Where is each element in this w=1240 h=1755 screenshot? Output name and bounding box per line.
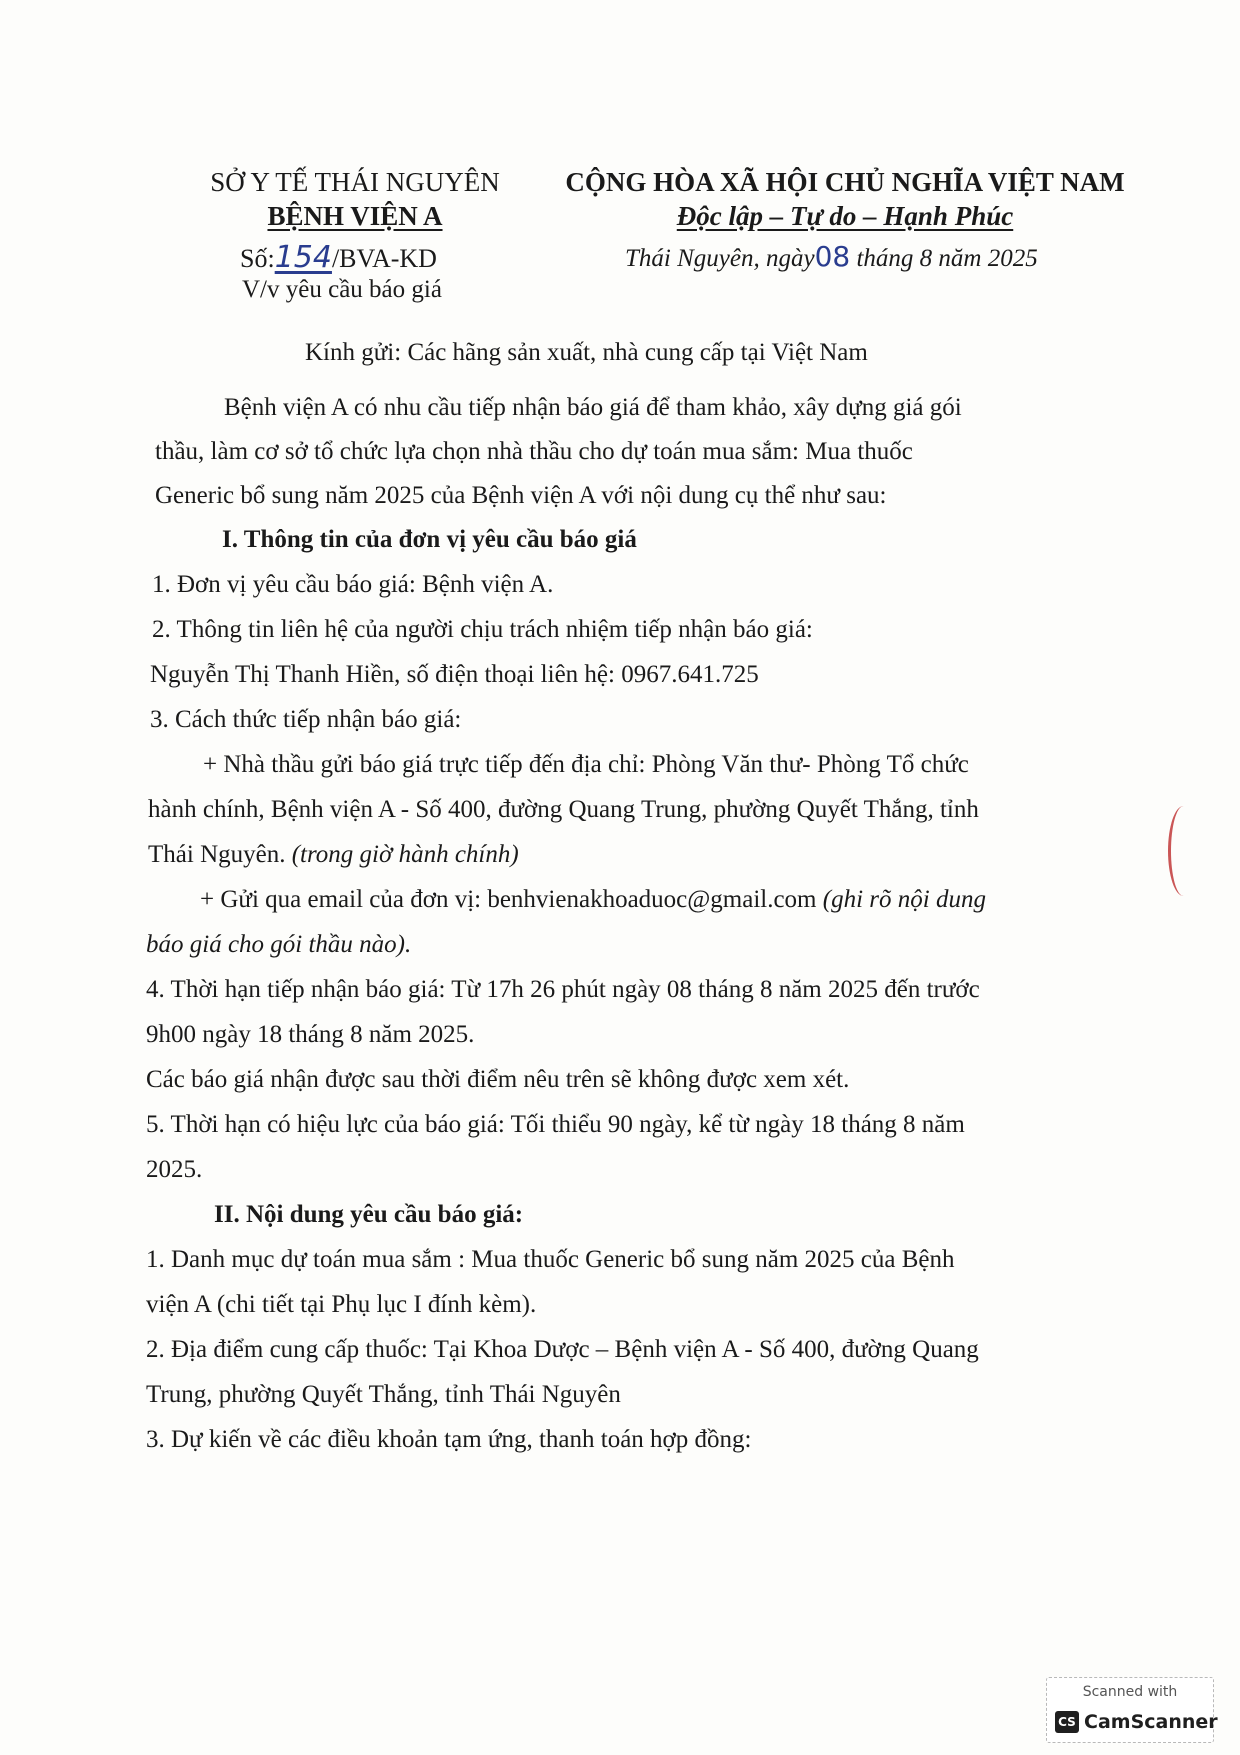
section-1-heading: I. Thông tin của đơn vị yêu cầu báo giá — [222, 526, 637, 553]
section-1-item: Các báo giá nhận được sau thời điểm nêu trên sẽ không được xem xét. — [146, 1066, 850, 1093]
email-note: (ghi rõ nội dung — [822, 886, 986, 913]
handwritten-day: 08 — [814, 240, 851, 273]
section-1-item — [200, 885, 986, 915]
section-1-item: 4. Thời hạn tiếp nhận báo giá: Từ 17h 26 phút ngày 08 tháng 8 năm 2025 đến trước — [146, 976, 980, 1003]
document-date — [625, 240, 1038, 273]
intro-line: thầu, làm cơ sở tổ chức lựa chọn nhà thầu cho dự toán mua sắm: Mua thuốc — [155, 438, 913, 465]
republic-name: CỘNG HÒA XÃ HỘI CHỦ NGHĨA VIỆT NAM — [565, 167, 1125, 197]
section-1-item: hành chính, Bệnh viện A - Số 400, đường Quang Trung, phường Quyết Thắng, tỉnh — [148, 796, 979, 823]
intro-line: Generic bổ sung năm 2025 của Bệnh viện A với nội dung cụ thể như sau: — [155, 482, 887, 509]
section-1-item: 2025. — [146, 1156, 203, 1183]
office-hours-note: (trong giờ hành chính) — [291, 841, 519, 868]
section-1-item: Nguyễn Thị Thanh Hiền, số điện thoại liên hệ: 0967.641.725 — [150, 661, 759, 688]
national-motto: Độc lập – Tự do – Hạnh Phúc — [676, 201, 1014, 231]
date-prefix: Thái Nguyên, ngày — [625, 245, 815, 272]
section-2-item: Trung, phường Quyết Thắng, tỉnh Thái Nguyên — [146, 1381, 621, 1408]
section-1-item: 3. Cách thức tiếp nhận báo giá: — [150, 706, 462, 733]
number-suffix: /BVA-KD — [331, 244, 437, 273]
hospital-name: BỆNH VIỆN A — [267, 201, 443, 231]
section-1-item: 2. Thông tin liên hệ của người chịu trách nhiệm tiếp nhận báo giá: — [152, 616, 813, 643]
email-note-continued: báo giá cho gói thầu nào). — [146, 931, 412, 958]
date-suffix: tháng 8 năm 2025 — [856, 245, 1038, 272]
section-1-item — [148, 840, 519, 870]
badge-caption: Scanned with — [1082, 1684, 1178, 1700]
badge-brand: CamScanner — [1084, 1711, 1218, 1733]
salutation: Kính gửi: Các hãng sản xuất, nhà cung cấp tại Việt Nam — [305, 339, 868, 366]
section-2-item: 2. Địa điểm cung cấp thuốc: Tại Khoa Dược – Bệnh viện A - Số 400, đường Quang — [146, 1336, 979, 1363]
section-1-item: 9h00 ngày 18 tháng 8 năm 2025. — [146, 1021, 475, 1048]
intro-line: Bệnh viện A có nhu cầu tiếp nhận báo giá để tham khảo, xây dựng giá gói — [224, 394, 962, 421]
email-line: + Gửi qua email của đơn vị: benhvienakhoaduoc@gmail.com — [200, 886, 817, 913]
camscanner-logo-icon: CS — [1055, 1711, 1079, 1733]
section-2-item: 3. Dự kiến về các điều khoản tạm ứng, thanh toán hợp đồng: — [146, 1426, 752, 1453]
issuer-block — [190, 165, 520, 233]
document-number — [240, 240, 437, 275]
handwritten-number: 154 — [274, 240, 332, 275]
stamp-fragment — [1168, 806, 1199, 896]
section-2-item: 1. Danh mục dự toán mua sắm : Mua thuốc Generic bổ sung năm 2025 của Bệnh — [146, 1246, 955, 1273]
document-subject: V/v yêu cầu báo giá — [242, 276, 442, 303]
address-end: Thái Nguyên. — [148, 841, 286, 868]
national-heading — [560, 165, 1130, 233]
section-2-item: viện A (chi tiết tại Phụ lục I đính kèm). — [146, 1291, 537, 1318]
section-1-item: + Nhà thầu gửi báo giá trực tiếp đến địa chỉ: Phòng Văn thư- Phòng Tổ chức — [203, 751, 969, 778]
department-name: SỞ Y TẾ THÁI NGUYÊN — [210, 167, 500, 197]
section-1-item: 5. Thời hạn có hiệu lực của báo giá: Tối thiểu 90 ngày, kể từ ngày 18 tháng 8 năm — [146, 1111, 965, 1138]
section-2-heading: II. Nội dung yêu cầu báo giá: — [214, 1201, 524, 1228]
camscanner-badge — [1046, 1677, 1218, 1743]
section-1-item: 1. Đơn vị yêu cầu báo giá: Bệnh viện A. — [152, 571, 554, 598]
number-prefix: Số: — [240, 244, 275, 273]
